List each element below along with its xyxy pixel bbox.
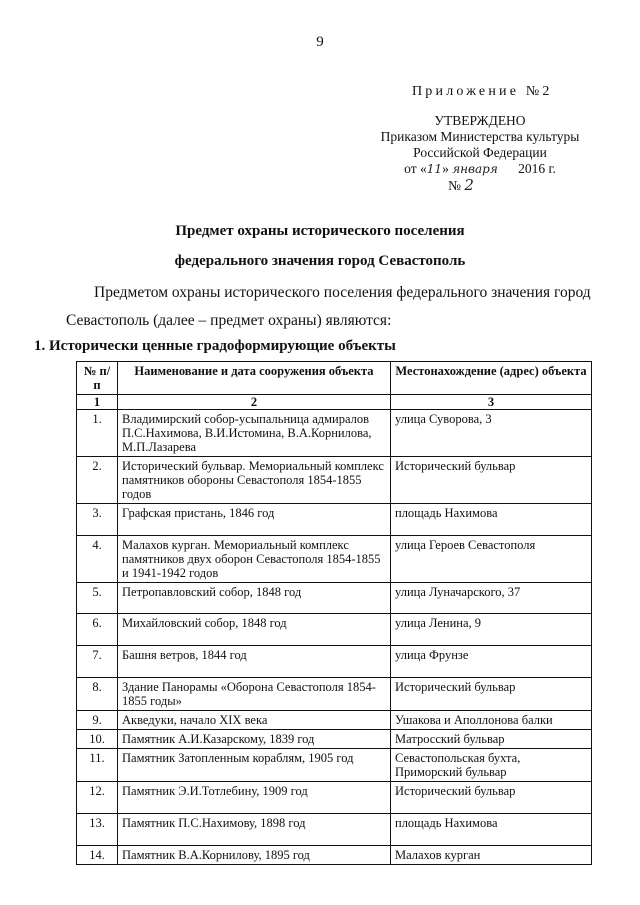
row-location: Исторический бульвар: [391, 457, 592, 504]
row-location: Исторический бульвар: [391, 782, 592, 814]
date-mid: »: [442, 161, 449, 176]
table-row: [77, 678, 592, 711]
row-name: Михайловский собор, 1848 год: [118, 614, 391, 646]
date-day-handwritten: 11: [426, 162, 443, 176]
section-heading: 1. Исторически ценные градоформирующие объекты: [34, 338, 396, 354]
row-name: Башня ветров, 1844 год: [118, 646, 391, 678]
row-number: 3.: [77, 504, 118, 536]
row-name: Графская пристань, 1846 год: [118, 504, 391, 536]
table-row: [77, 410, 592, 457]
row-location: улица Суворова, 3: [391, 410, 592, 457]
column-number-1: 1: [77, 395, 118, 410]
number-handwritten: 2: [464, 176, 474, 194]
row-number: 14.: [77, 846, 118, 865]
approved-label: УТВЕРЖДЕНО: [434, 113, 526, 128]
intro-line2: Севастополь (далее – предмет охраны) являются:: [66, 312, 392, 329]
row-location: Ушакова и Аполлонова балки: [391, 711, 592, 730]
document-title-line1: Предмет охраны исторического поселения: [175, 223, 465, 239]
table-row: [77, 711, 592, 730]
row-location: Матросский бульвар: [391, 730, 592, 749]
table-row: [77, 749, 592, 782]
row-location: площадь Нахимова: [391, 814, 592, 846]
approval-order-line2: Российской Федерации: [413, 145, 547, 160]
table-row: [77, 504, 592, 536]
table-row: [77, 583, 592, 614]
table-row: [77, 782, 592, 814]
table-row: [77, 536, 592, 583]
row-number: 5.: [77, 583, 118, 614]
row-location: площадь Нахимова: [391, 504, 592, 536]
table-header-row: [77, 362, 592, 395]
row-name: Владимирский собор-усыпальница адмиралов П.С.Нахимова, В.И.Истомина, В.А.Корнилова, М.П.Лазарева: [118, 410, 391, 457]
table-row: [77, 846, 592, 865]
row-location: улица Героев Севастополя: [391, 536, 592, 583]
row-number: 2.: [77, 457, 118, 504]
row-number: 12.: [77, 782, 118, 814]
date-prefix: от «: [404, 161, 427, 176]
row-name: Памятник Э.И.Тотлебину, 1909 год: [118, 782, 391, 814]
objects-table: [76, 361, 592, 865]
approval-block: [360, 113, 600, 194]
row-location: улица Фрунзе: [391, 646, 592, 678]
approval-order-line1: Приказом Министерства культуры: [380, 129, 580, 144]
row-name: Здание Панорамы «Оборона Севастополя 1854-1855 годы»: [118, 678, 391, 711]
table-row: [77, 646, 592, 678]
approval-date: [360, 161, 600, 177]
row-number: 6.: [77, 614, 118, 646]
document-title-line2: федерального значения город Севастополь: [174, 253, 466, 269]
row-number: 11.: [77, 749, 118, 782]
row-name: Петропавловский собор, 1848 год: [118, 583, 391, 614]
approval-number: [360, 177, 600, 194]
row-name: Памятник В.А.Корнилову, 1895 год: [118, 846, 391, 865]
column-number-2: 2: [118, 395, 391, 410]
row-number: 4.: [77, 536, 118, 583]
table-row: [77, 730, 592, 749]
row-number: 7.: [77, 646, 118, 678]
header-number: № п/п: [77, 362, 118, 395]
row-location: Малахов курган: [391, 846, 592, 865]
row-name: Памятник П.С.Нахимову, 1898 год: [118, 814, 391, 846]
row-number: 10.: [77, 730, 118, 749]
row-name: Памятник Затопленным кораблям, 1905 год: [118, 749, 391, 782]
number-prefix: №: [448, 178, 461, 193]
table-row: [77, 457, 592, 504]
intro-line1: Предметом охраны исторического поселения федерального значения город: [94, 284, 591, 301]
row-number: 9.: [77, 711, 118, 730]
table-column-numbers-row: [77, 395, 592, 410]
row-number: 8.: [77, 678, 118, 711]
row-name: Исторический бульвар. Мемориальный комплекс памятников обороны Севастополя 1854-1855 годов: [118, 457, 391, 504]
row-location: улица Луначарского, 37: [391, 583, 592, 614]
date-year: 2016 г.: [518, 161, 556, 176]
table-row: [77, 614, 592, 646]
row-number: 13.: [77, 814, 118, 846]
column-number-3: 3: [391, 395, 592, 410]
row-location: улица Ленина, 9: [391, 614, 592, 646]
row-location: Севастопольская бухта, Приморский бульвар: [391, 749, 592, 782]
row-name: Акведуки, начало XIX века: [118, 711, 391, 730]
row-location: Исторический бульвар: [391, 678, 592, 711]
row-name: Малахов курган. Мемориальный комплекс памятников двух оборон Севастополя 1854-1855 и 1941-1942 годов: [118, 536, 391, 583]
row-name: Памятник А.И.Казарскому, 1839 год: [118, 730, 391, 749]
page-number: 9: [316, 34, 324, 50]
header-location: Местонахождение (адрес) объекта: [391, 362, 592, 395]
header-name: Наименование и дата сооружения объекта: [118, 362, 391, 395]
row-number: 1.: [77, 410, 118, 457]
date-month-handwritten: января: [452, 162, 498, 176]
table-row: [77, 814, 592, 846]
appendix-label: Приложение №2: [412, 84, 553, 99]
